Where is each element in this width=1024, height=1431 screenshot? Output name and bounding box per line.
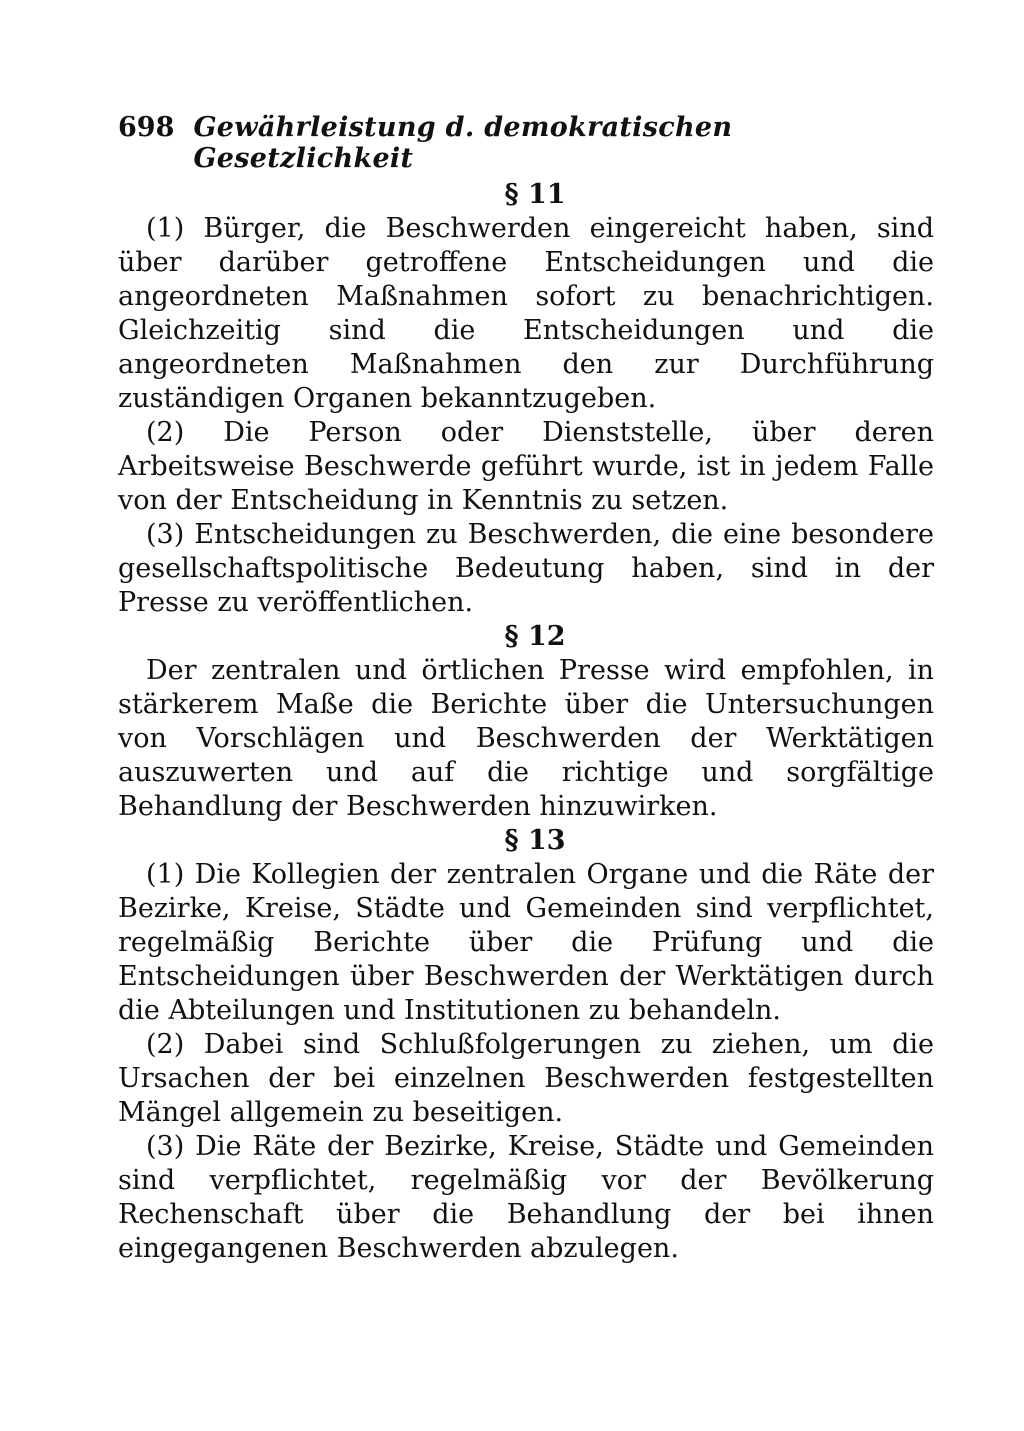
paragraph-13-1: (1) Die Kollegien der zentralen Organe und die Räte der Bezirke, Kreise, Städte und Gemeinden sind verpflichtet, regelmäßig Berichte über die Prüfung und die Entscheidungen über Beschwerden der Werktätigen durch die Abteilungen und Institutionen zu behandeln. [118, 859, 934, 1026]
paragraph-13-2: (2) Dabei sind Schlußfolgerungen zu ziehen, um die Ursachen der bei einzelnen Beschwerden festgestellten Mängel allgemein zu beseitigen. [118, 1029, 934, 1128]
section-heading-13: § 13 [504, 825, 566, 856]
paragraph-12-1: Der zentralen und örtlichen Presse wird empfohlen, in stärkerem Maße die Berichte über die Untersuchungen von Vorschlägen und Beschwerden der Werktätigen auszuwerten und auf die richtige und sorgfältige Behandlung der Beschwerden hinzuwirken. [118, 655, 934, 822]
body-text [118, 178, 934, 1266]
paragraph-11-3: (3) Entscheidungen zu Beschwerden, die eine besondere gesellschaftspolitische Bedeutung haben, sind in der Presse zu veröffentlichen. [118, 519, 934, 618]
section-heading-12: § 12 [504, 621, 566, 652]
running-title: Gewährleistung d. demokratischen Gesetzlichkeit [193, 112, 733, 174]
paragraph-11-2: (2) Die Person oder Dienststelle, über deren Arbeitsweise Beschwerde geführt wurde, ist in jedem Falle von der Entscheidung in Kenntnis zu setzen. [118, 417, 934, 516]
page-number: 698 [118, 112, 175, 143]
page-header [118, 112, 918, 174]
section-heading-11: § 11 [504, 179, 566, 210]
paragraph-13-3: (3) Die Räte der Bezirke, Kreise, Städte und Gemeinden sind verpflichtet, regelmäßig vor der Bevölkerung Rechenschaft über die Behandlung der bei ihnen eingegangenen Beschwerden abzulegen. [118, 1131, 934, 1264]
paragraph-11-1: (1) Bürger, die Beschwerden eingereicht haben, sind über darüber getroffene Entscheidungen und die angeordneten Maßnahmen sofort zu benachrichtigen. Gleichzeitig sind die Entscheidungen und die angeordneten Maßnahmen den zur Durchführung zuständigen Organen bekanntzugeben. [118, 213, 934, 414]
